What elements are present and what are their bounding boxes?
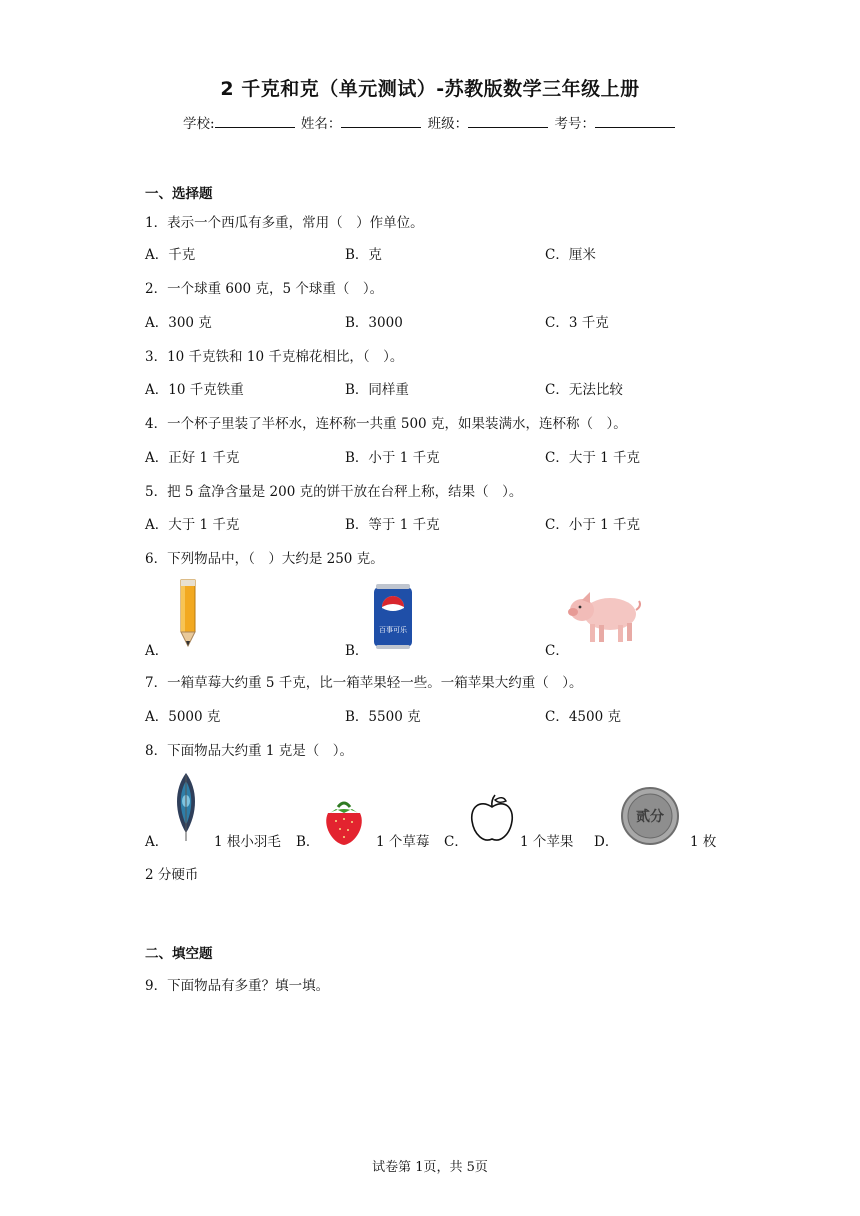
q5-option-a: A．大于 1 千克 (145, 517, 240, 533)
q1-option-a: A．千克 (145, 247, 196, 263)
question-1: 1．表示一个西瓜有多重，常用（ ）作单位。 (145, 215, 424, 231)
q4-option-c: C．大于 1 千克 (545, 450, 641, 466)
q7-option-a: A．5000 克 (145, 709, 221, 725)
q7-option-c: C．4500 克 (545, 709, 621, 725)
q8-option-b: B． (296, 834, 320, 850)
q2-option-b: B．3000 (345, 315, 403, 331)
q1-option-c: C．厘米 (545, 247, 596, 263)
question-9: 9．下面物品有多重？填一填。 (145, 978, 330, 994)
question-4: 4．一个杯子里装了半杯水，连杯称一共重 500 克，如果装满水，连杯称（ ）。 (145, 416, 627, 432)
school-label: 学校: (183, 116, 215, 132)
q8-option-d-continued: 2 分硬币 (145, 867, 199, 883)
page-footer: 试卷第 1页，共 5页 (372, 1160, 488, 1175)
q6-option-b: B． (345, 643, 369, 659)
student-info-line (0, 112, 860, 132)
question-7: 7．一箱草莓大约重 5 千克，比一箱苹果轻一些。一箱苹果大约重（ ）。 (145, 675, 583, 691)
pig-icon (566, 588, 644, 646)
question-6: 6．下列物品中，（ ）大约是 250 克。 (145, 551, 384, 567)
q5-option-c: C．小于 1 千克 (545, 517, 641, 533)
class-label: 班级： (427, 116, 469, 132)
q3-option-a: A．10 千克铁重 (145, 382, 244, 398)
q2-option-c: C．3 千克 (545, 315, 609, 331)
exam-number-label: 考号： (554, 116, 595, 132)
section-fill: 二、填空题 (145, 946, 213, 962)
apple-outline-icon (468, 793, 516, 845)
strawberry-icon (320, 797, 368, 847)
page-title: 2 千克和克（单元测试）-苏教版数学三年级上册 (220, 78, 640, 100)
coin-denomination: 贰分 (636, 809, 664, 825)
q3-option-b: B．同样重 (345, 382, 409, 398)
q4-option-a: A．正好 1 千克 (145, 450, 240, 466)
q1-option-b: B．克 (345, 247, 382, 263)
coin-icon (620, 786, 680, 846)
name-label: 姓名： (300, 116, 342, 132)
q6-option-c: C． (545, 643, 569, 659)
question-2: 2．一个球重 600 克，5 个球重（ ）。 (145, 281, 384, 297)
q8-option-b-text: 1 个草莓 (376, 834, 430, 850)
q7-option-b: B．5500 克 (345, 709, 421, 725)
question-3: 3．10 千克铁和 10 千克棉花相比，（ ）。 (145, 349, 404, 365)
q6-option-a: A． (145, 643, 169, 659)
q4-option-b: B．小于 1 千克 (345, 450, 440, 466)
name-blank[interactable] (341, 114, 421, 128)
q8-option-d: D． (594, 834, 619, 850)
q8-option-c: C． (444, 834, 468, 850)
cola-can-icon (370, 583, 416, 651)
q3-option-c: C．无法比较 (545, 382, 623, 398)
school-blank[interactable] (215, 114, 295, 128)
class-blank[interactable] (468, 114, 548, 128)
q2-option-a: A．300 克 (145, 315, 212, 331)
exam-number-blank[interactable] (595, 114, 675, 128)
q8-option-a: A． (145, 834, 169, 850)
question-8: 8．下面物品大约重 1 克是（ ）。 (145, 743, 354, 759)
q5-option-b: B．等于 1 千克 (345, 517, 440, 533)
cola-can-label: 百事可乐 (379, 626, 407, 634)
pencil-icon (176, 578, 200, 650)
q8-option-d-text: 1 枚 (690, 834, 717, 850)
q8-option-a-text: 1 根小羽毛 (214, 834, 281, 850)
q8-option-c-text: 1 个苹果 (520, 834, 574, 850)
question-5: 5．把 5 盒净含量是 200 克的饼干放在台秤上称，结果（ ）。 (145, 484, 523, 500)
feather-icon (170, 771, 202, 843)
section-choice: 一、选择题 (145, 186, 213, 202)
